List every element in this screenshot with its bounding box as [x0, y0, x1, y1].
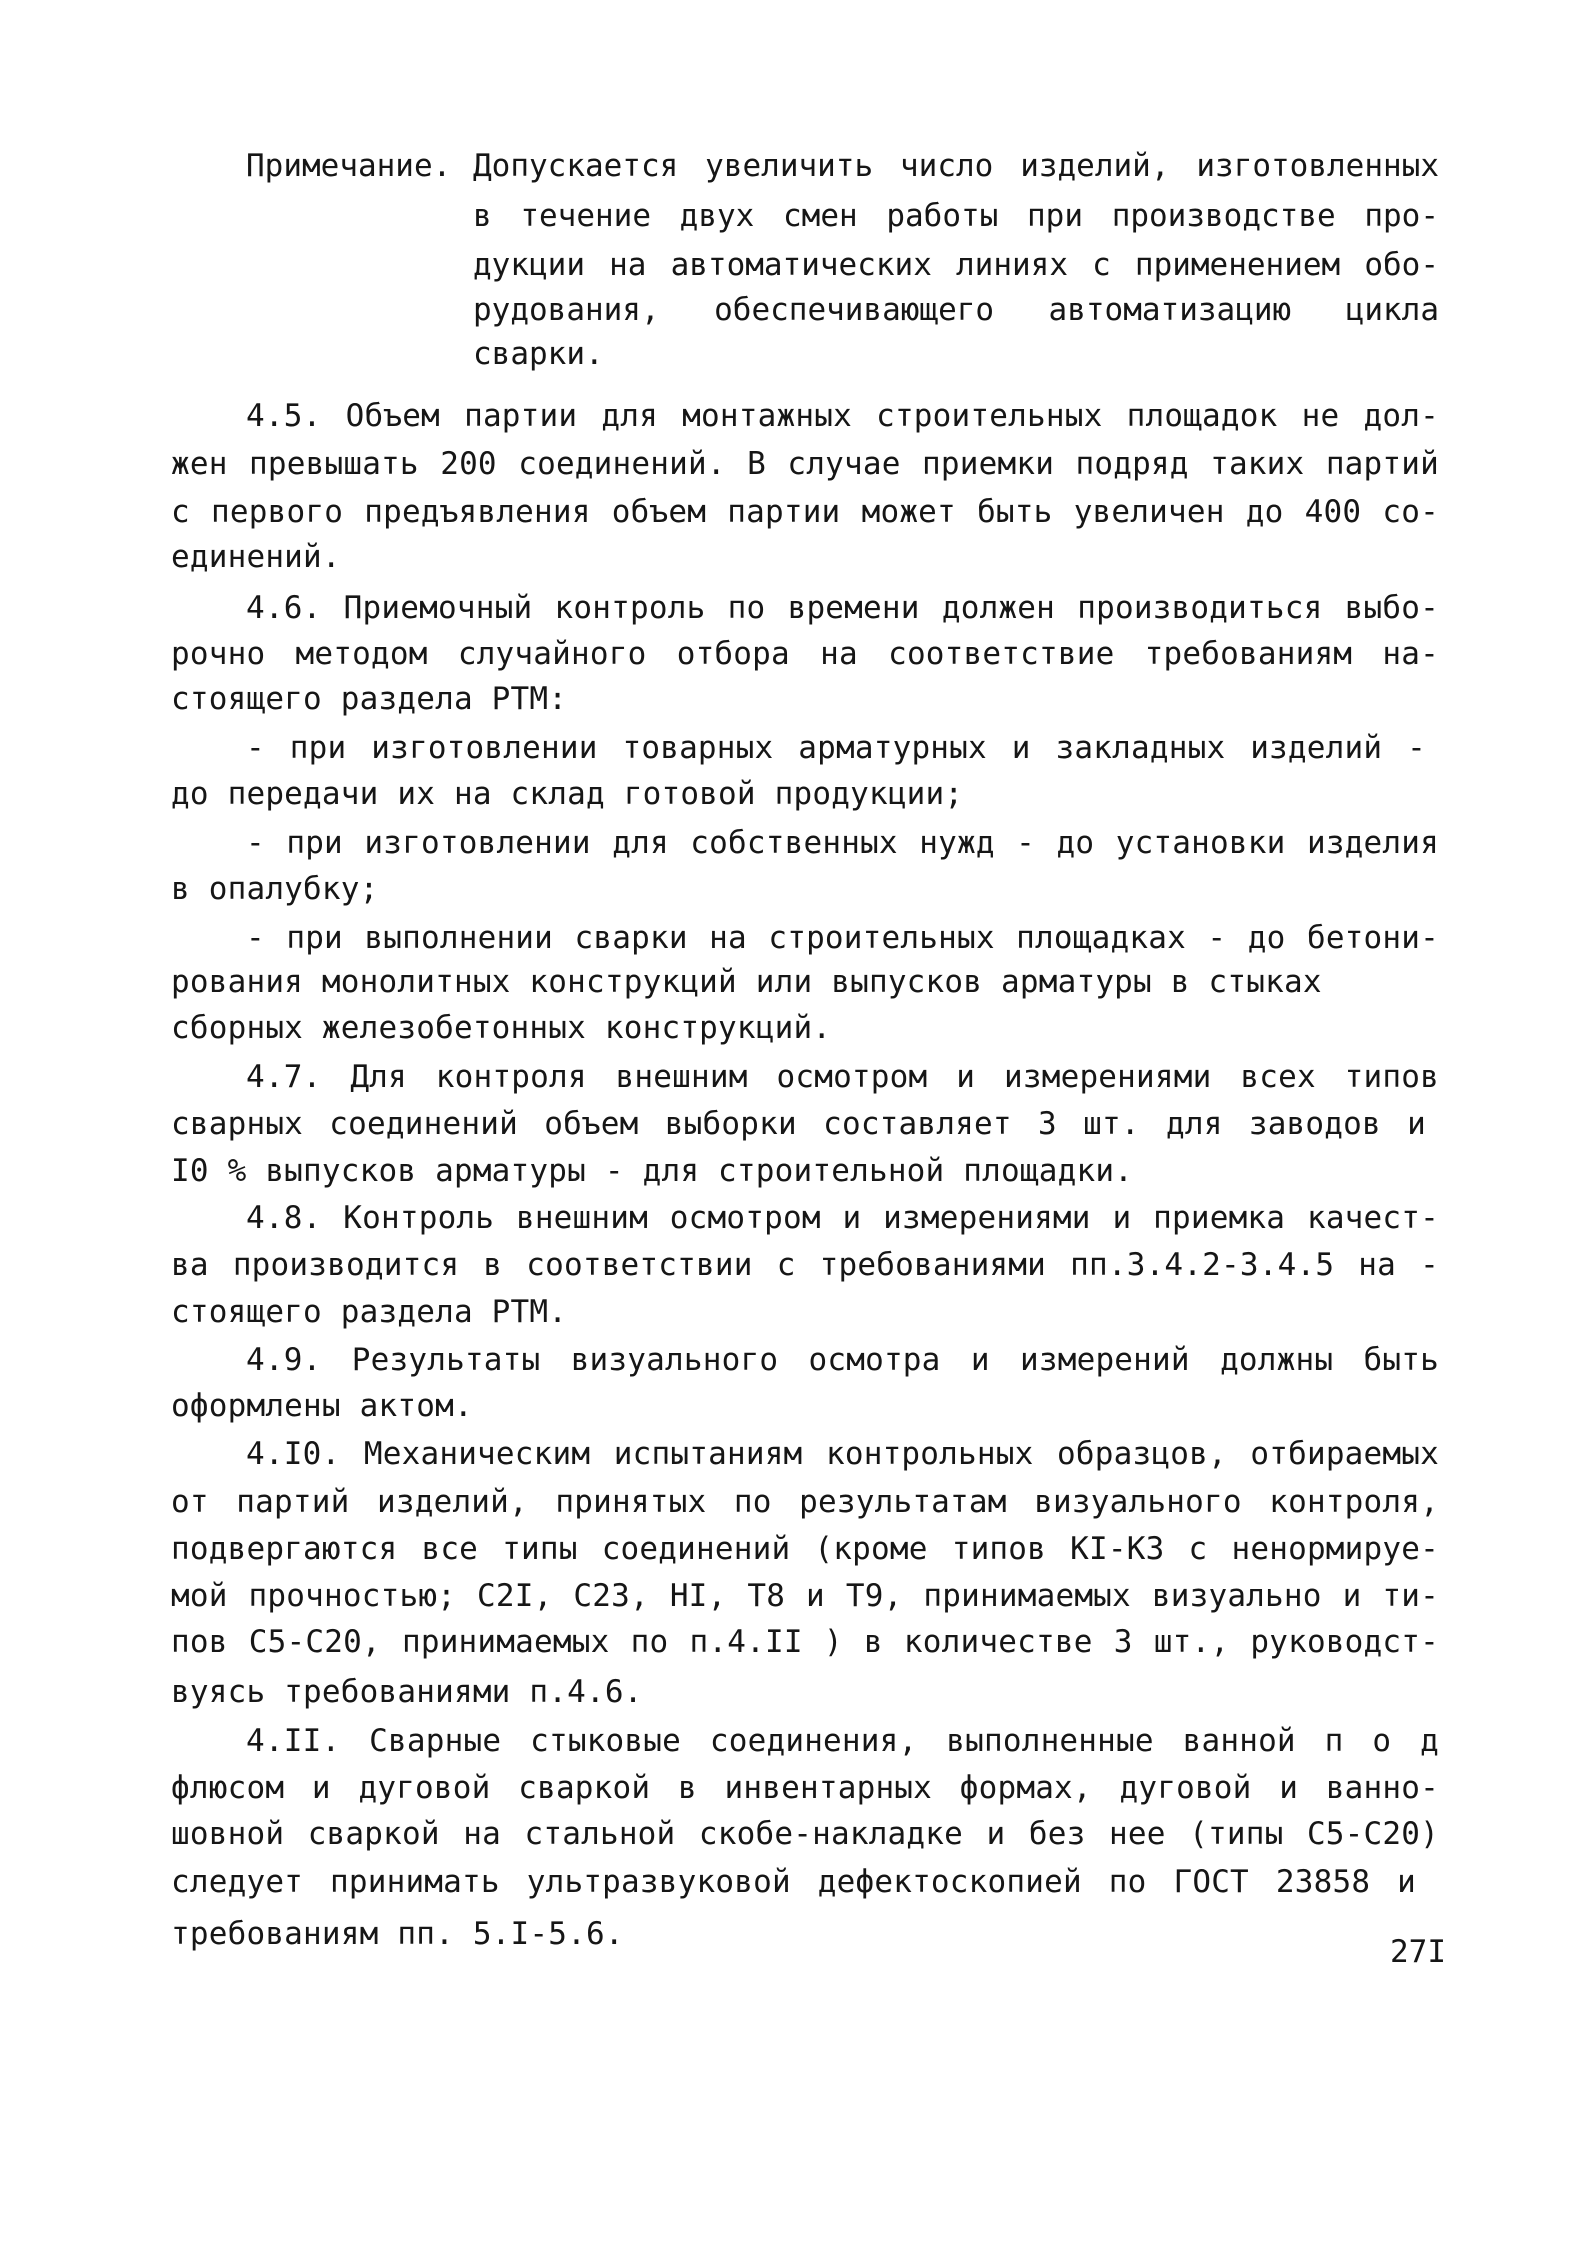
list-item-line: рования монолитных конструкций или выпусков арматуры в стыках	[171, 964, 1322, 1000]
paragraph-4-6-line: рочно методом случайного отбора на соответствие требованиям на-	[171, 636, 1439, 672]
paragraph-4-11-line: 4.II. Сварные стыковые соединения, выполненные ванной п о д	[246, 1723, 1439, 1759]
paragraph-4-11-line: шовной сваркой на стальной скобе-накладке и без нее (типы С5-С20)	[171, 1816, 1439, 1852]
note-label: Примечание.	[246, 148, 452, 184]
paragraph-4-7-line: 4.7. Для контроля внешним осмотром и измерениями всех типов	[246, 1059, 1439, 1095]
paragraph-4-10-line: мой прочностью; С2I, С23, НI, Т8 и Т9, принимаемых визуально и ти-	[171, 1578, 1439, 1614]
paragraph-4-10-line: пов С5-С20, принимаемых по п.4.II ) в количестве 3 шт., руководст-	[171, 1624, 1439, 1660]
note-line: в течение двух смен работы при производстве про-	[473, 198, 1439, 234]
paragraph-4-5-line: с первого предъявления объем партии может быть увеличен до 400 со-	[171, 494, 1439, 530]
paragraph-4-10-line: вуясь требованиями п.4.6.	[171, 1674, 643, 1710]
note-line: Допускается увеличить число изделий, изготовленных	[473, 148, 1439, 184]
paragraph-4-7-line: I0 % выпусков арматуры - для строительной площадки.	[171, 1153, 1134, 1189]
paragraph-4-10-line: от партий изделий, принятых по результатам визуального контроля,	[171, 1484, 1439, 1520]
paragraph-4-7-line: сварных соединений объем выборки составляет 3 шт. для заводов и	[171, 1106, 1426, 1142]
note-line: рудования, обеспечивающего автоматизацию цикла	[473, 292, 1439, 328]
list-item-line: сборных железобетонных конструкций.	[171, 1010, 832, 1046]
list-item-line: - при изготовлении для собственных нужд - до установки изделия	[246, 825, 1439, 861]
note-line: сварки.	[473, 336, 604, 372]
paragraph-4-5-line: единений.	[171, 539, 341, 575]
list-item-line: до передачи их на склад готовой продукции;	[171, 776, 964, 812]
page-number: 27I	[1390, 1934, 1446, 1970]
paragraph-4-9-line: 4.9. Результаты визуального осмотра и измерений должны быть	[246, 1342, 1439, 1378]
paragraph-4-8-line: ва производится в соответствии с требованиями пп.3.4.2-3.4.5 на -	[171, 1247, 1439, 1283]
list-item-line: в опалубку;	[171, 871, 379, 907]
paragraph-4-6-line: 4.6. Приемочный контроль по времени должен производиться выбо-	[246, 590, 1439, 626]
paragraph-4-11-line: требованиям пп. 5.I-5.6.	[171, 1916, 624, 1952]
list-item-line: - при изготовлении товарных арматурных и закладных изделий -	[246, 730, 1426, 766]
paragraph-4-10-line: 4.I0. Механическим испытаниям контрольных образцов, отбираемых	[246, 1436, 1439, 1472]
paragraph-4-10-line: подвергаются все типы соединений (кроме типов КI-К3 с ненормируе-	[171, 1531, 1439, 1567]
paragraph-4-9-line: оформлены актом.	[171, 1388, 473, 1424]
paragraph-4-11-line: следует принимать ультразвуковой дефектоскопией по ГОСТ 23858 и	[171, 1864, 1416, 1900]
paragraph-4-8-line: 4.8. Контроль внешним осмотром и измерениями и приемка качест-	[246, 1200, 1439, 1236]
paragraph-4-8-line: стоящего раздела РТМ.	[171, 1294, 568, 1330]
paragraph-4-6-line: стоящего раздела РТМ:	[171, 681, 568, 717]
list-item-line: - при выполнении сварки на строительных площадках - до бетони-	[246, 920, 1439, 956]
note-line: дукции на автоматических линиях с применением обо-	[473, 247, 1439, 283]
paragraph-4-5-line: 4.5. Объем партии для монтажных строительных площадок не дол-	[246, 398, 1439, 434]
paragraph-4-11-line: флюсом и дуговой сваркой в инвентарных формах, дуговой и ванно-	[171, 1770, 1439, 1806]
paragraph-4-5-line: жен превышать 200 соединений. В случае приемки подряд таких партий	[171, 446, 1439, 482]
